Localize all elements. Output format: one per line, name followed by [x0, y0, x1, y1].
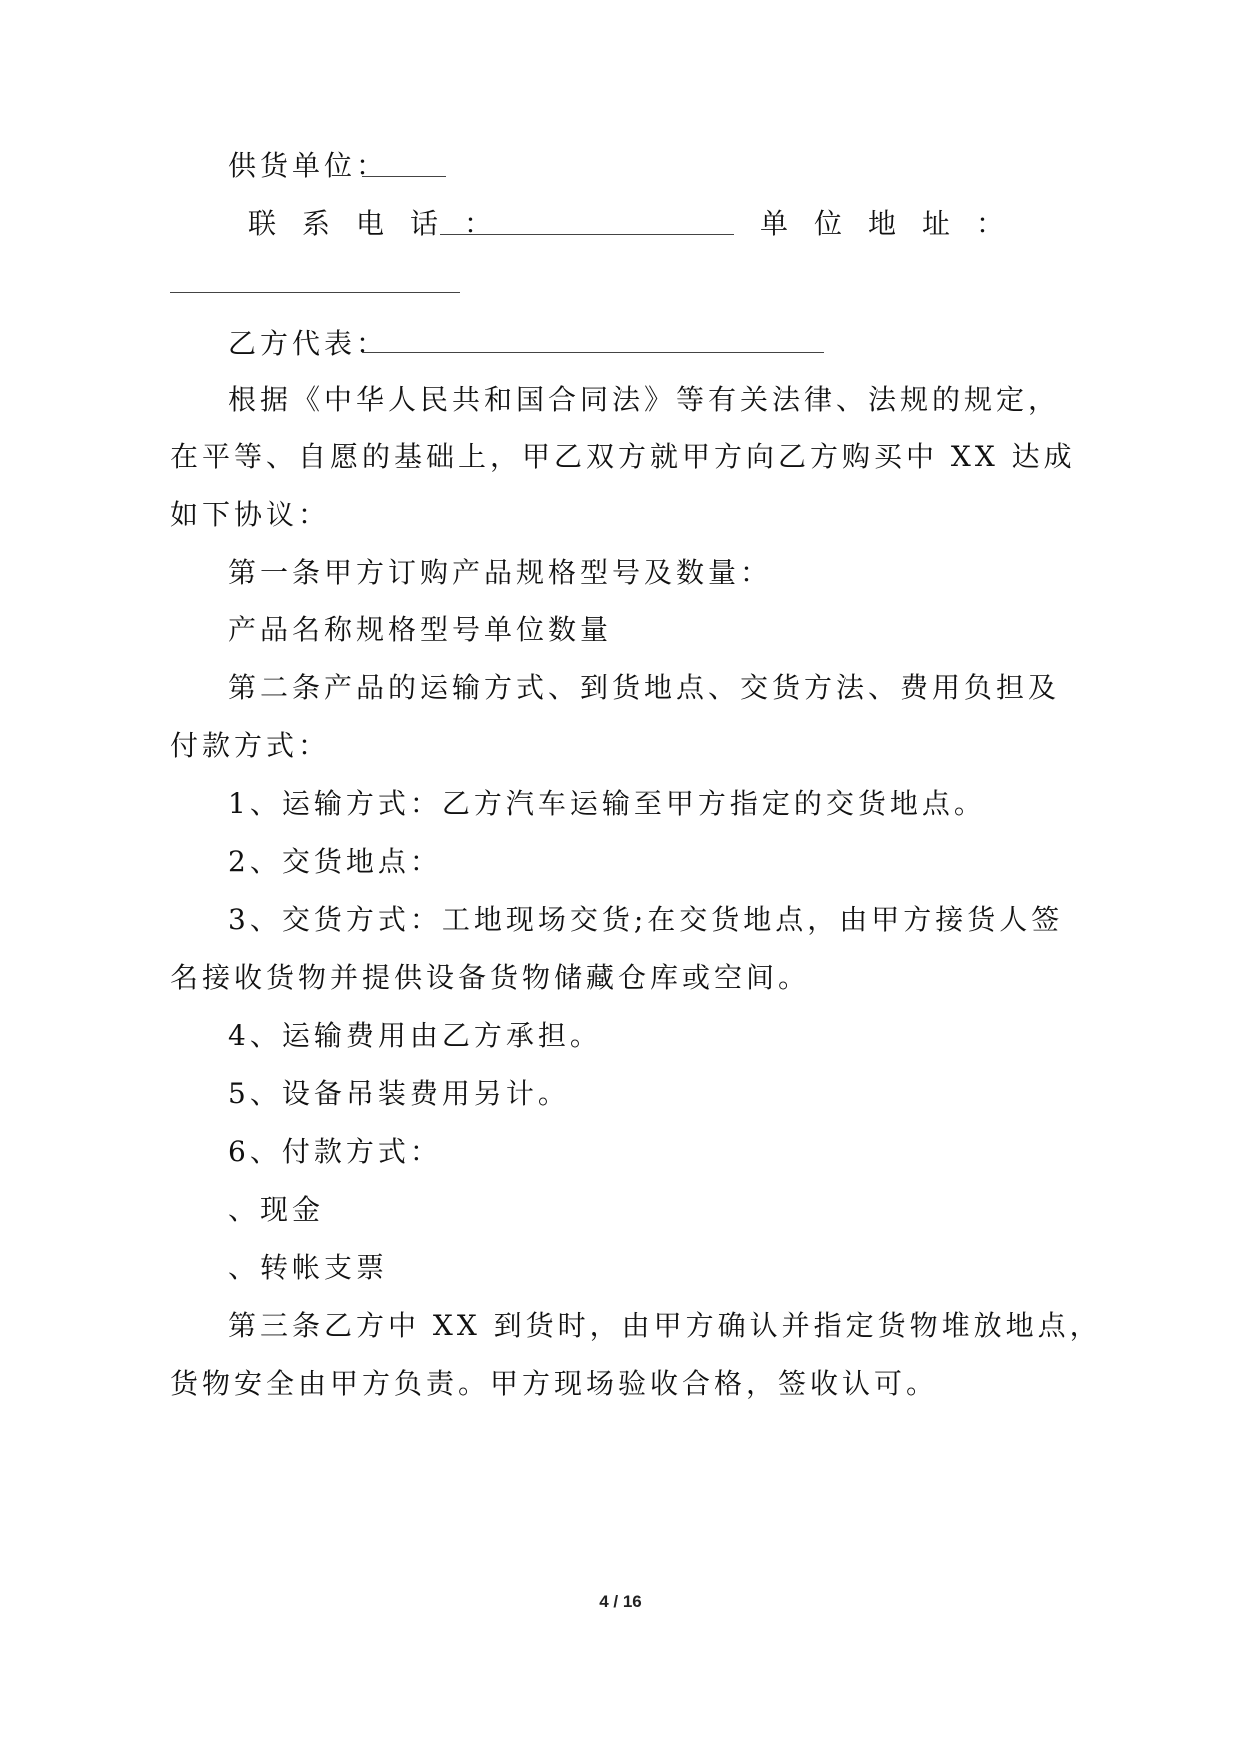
address-blank: [170, 292, 460, 293]
phone-label: 联系电话：: [248, 207, 519, 240]
item-4: 4、运输费用由乙方承担。: [228, 1019, 602, 1052]
item-3-line-2: 名接收货物并提供设备货物储藏仓库或空间。: [170, 961, 811, 994]
article-3-line-1: 第三条乙方中 XX 到货时，由甲方确认并指定货物堆放地点，: [228, 1309, 1102, 1342]
phone-blank: [440, 234, 734, 235]
party-b-rep-blank: [362, 352, 824, 353]
party-b-rep-label: 乙方代表：: [228, 327, 389, 360]
item-6: 6、付款方式：: [228, 1135, 442, 1168]
item-3-line-1: 3、交货方式：工地现场交货;在交货地点，由甲方接货人签: [228, 903, 1064, 936]
article-2-line-2: 付款方式：: [170, 729, 331, 762]
article-3-line-2: 货物安全由甲方负责。甲方现场验收合格，签收认可。: [170, 1367, 939, 1400]
article-2-line-1: 第二条产品的运输方式、到货地点、交货方法、费用负担及: [228, 671, 1061, 704]
address-label: 单位地址：: [760, 207, 1031, 240]
intro-line-3: 如下协议：: [170, 498, 331, 531]
payment-check: 、转帐支票: [228, 1251, 389, 1284]
payment-cash: 、现金: [228, 1193, 325, 1226]
item-2: 2、交货地点：: [228, 845, 442, 878]
intro-line-1: 根据《中华人民共和国合同法》等有关法律、法规的规定，: [228, 383, 1061, 416]
article-1: 第一条甲方订购产品规格型号及数量：: [228, 556, 773, 589]
page-number: 4 / 16: [599, 1592, 642, 1611]
item-1: 1、运输方式：乙方汽车运输至甲方指定的交货地点。: [228, 787, 986, 820]
article-1-header: 产品名称规格型号单位数量: [228, 613, 613, 646]
item-5: 5、设备吊装费用另计。: [228, 1077, 570, 1110]
supplier-label: 供货单位：: [228, 149, 389, 182]
intro-line-2: 在平等、自愿的基础上，甲乙双方就甲方向乙方购买中 XX 达成: [170, 440, 1076, 473]
supplier-blank: [362, 176, 446, 177]
